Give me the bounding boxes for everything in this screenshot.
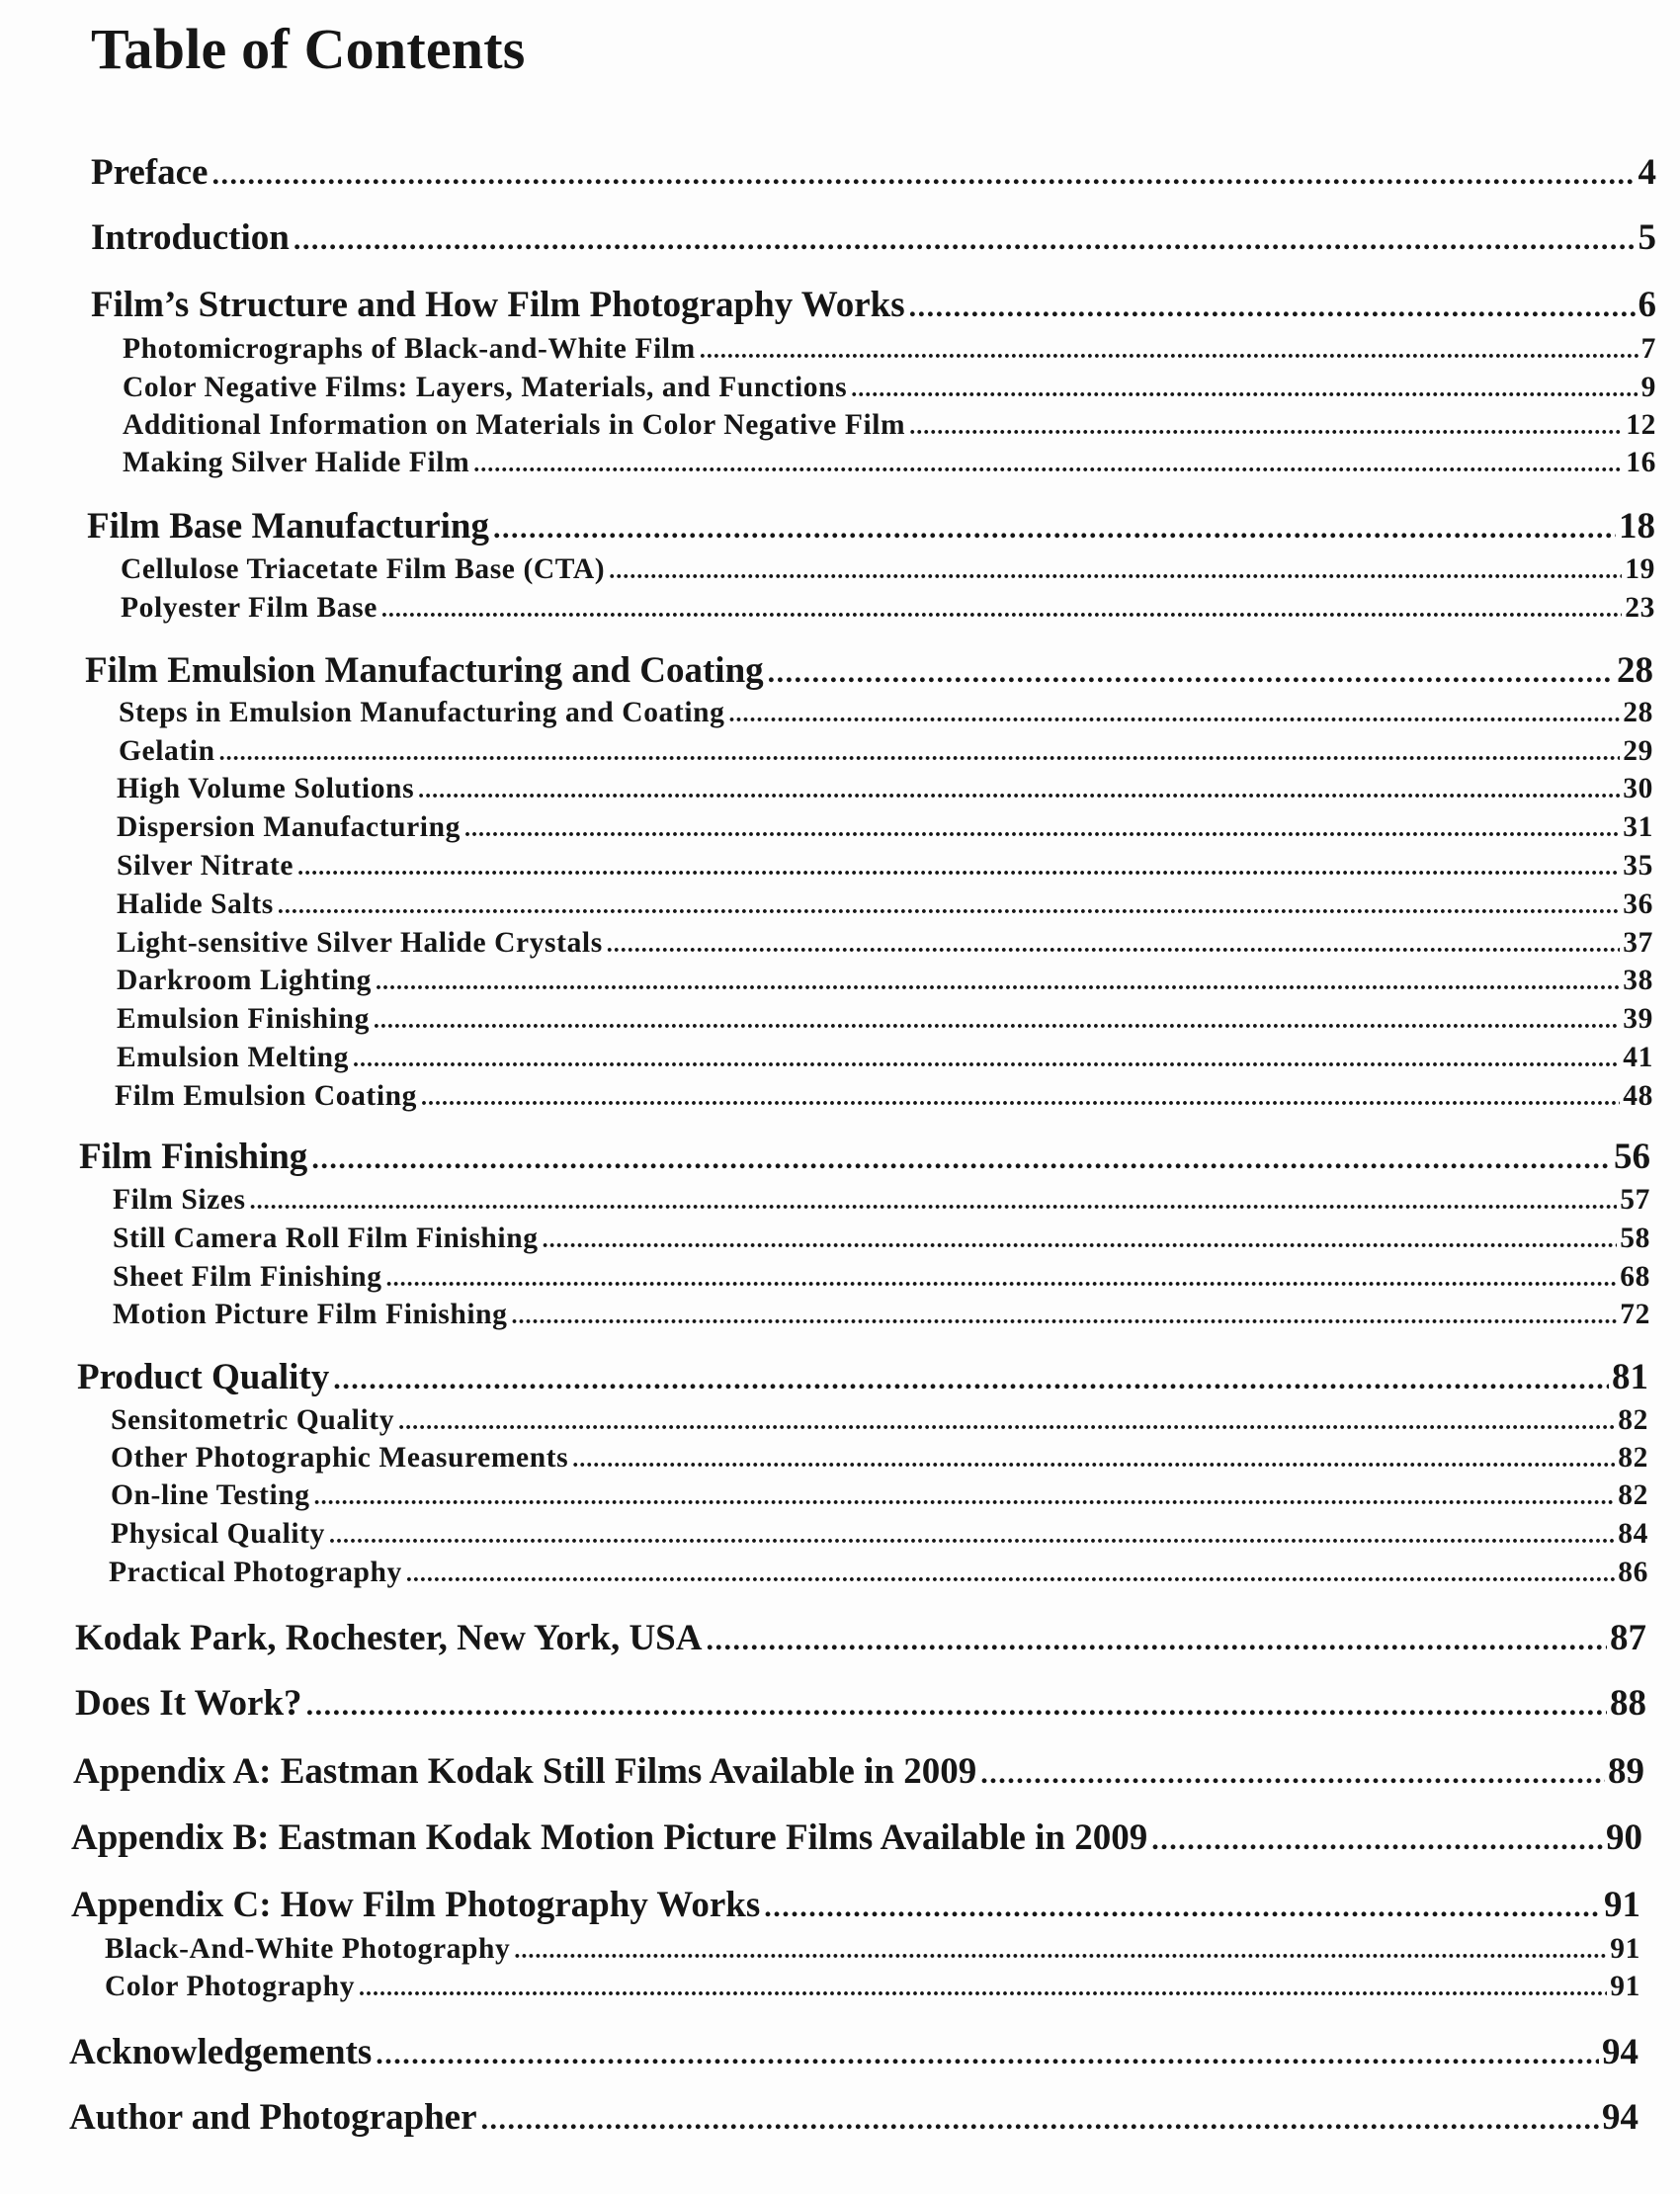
toc-page-number: 89 <box>1608 1751 1644 1792</box>
dot-leader <box>764 1885 1601 1930</box>
toc-entry-label: Steps in Emulsion Manufacturing and Coating <box>119 697 725 728</box>
toc-entry-label: Film Emulsion Manufacturing and Coating <box>85 650 764 691</box>
toc-page-number: 88 <box>1610 1683 1646 1724</box>
toc-page-number: 38 <box>1623 965 1653 996</box>
toc-entry-label: Kodak Park, Rochester, New York, USA <box>75 1618 703 1658</box>
toc-section-author-and-photographer[interactable] <box>69 2095 1638 2143</box>
toc-subsection-color-negative-films-layers-materials-and-functions[interactable] <box>123 369 1656 408</box>
toc-subsection-halide-salts[interactable] <box>117 886 1653 925</box>
toc-subsection-silver-nitrate[interactable] <box>117 847 1653 886</box>
toc-subsection-still-camera-roll-film-finishing[interactable] <box>113 1220 1650 1259</box>
toc-entry-label: Still Camera Roll Film Finishing <box>113 1223 539 1254</box>
dot-leader <box>481 2097 1599 2143</box>
toc-page-number: 91 <box>1610 1971 1640 2002</box>
toc-page-number: 36 <box>1623 888 1653 920</box>
toc-entry-label: Polyester Film Base <box>121 592 378 624</box>
dot-leader <box>512 1298 1618 1335</box>
toc-entry-label: High Volume Solutions <box>117 773 415 804</box>
dot-leader <box>909 408 1623 446</box>
toc-entry-label: Emulsion Melting <box>117 1042 349 1073</box>
toc-entry-label: Practical Photography <box>109 1557 402 1588</box>
toc-page-number: 94 <box>1602 2097 1638 2138</box>
toc-entry-label: Film Finishing <box>79 1137 308 1177</box>
toc-entry-label: Introduction <box>91 217 290 258</box>
toc-entry-label: Film’s Structure and How Film Photography Works <box>91 285 905 325</box>
toc-entry-label: Color Photography <box>105 1971 356 2002</box>
dot-leader <box>418 772 1620 809</box>
dot-leader <box>406 1556 1615 1593</box>
toc-page-number: 90 <box>1606 1817 1642 1858</box>
toc-page-number: 91 <box>1610 1933 1640 1965</box>
dot-leader <box>768 650 1614 696</box>
toc-section-appendix-a-eastman-kodak-still-films-available-in-2009[interactable] <box>73 1749 1644 1797</box>
dot-leader <box>374 1002 1620 1040</box>
toc-entry-label: Other Photographic Measurements <box>111 1442 569 1474</box>
toc-section-film-finishing[interactable] <box>79 1135 1650 1182</box>
toc-subsection-film-emulsion-coating[interactable] <box>115 1077 1653 1117</box>
toc-entry-label: Darkroom Lighting <box>117 965 372 996</box>
toc-entry-label: Color Negative Films: Layers, Materials, and Functions <box>123 372 848 403</box>
toc-entry-label: Appendix C: How Film Photography Works <box>71 1885 761 1925</box>
dot-leader <box>294 217 1636 263</box>
toc-page-number: 23 <box>1625 592 1655 624</box>
toc-page-number: 7 <box>1640 333 1656 365</box>
toc-page-number: 16 <box>1626 447 1656 478</box>
toc-entry-label: Sheet Film Finishing <box>113 1261 382 1293</box>
dot-leader <box>398 1403 1615 1441</box>
toc-page-number: 4 <box>1638 152 1656 193</box>
dot-leader <box>381 591 1622 629</box>
toc-entry-label: Cellulose Triacetate Film Base (CTA) <box>121 553 606 585</box>
toc-page-number: 12 <box>1626 409 1656 441</box>
toc-subsection-dispersion-manufacturing[interactable] <box>117 808 1653 848</box>
toc-entry-label: Gelatin <box>119 735 215 767</box>
toc-page-number: 57 <box>1620 1184 1650 1216</box>
toc-subsection-additional-information-on-materials-in-color-negative-film[interactable] <box>123 406 1656 446</box>
toc-page-number: 82 <box>1618 1442 1648 1474</box>
toc-entry-label: Acknowledgements <box>69 2032 373 2072</box>
toc-section-preface[interactable] <box>91 150 1656 198</box>
dot-leader <box>306 1683 1607 1729</box>
dot-leader <box>514 1932 1607 1970</box>
toc-entry-label: Motion Picture Film Finishing <box>113 1299 508 1330</box>
dot-leader <box>297 849 1620 886</box>
toc-subsection-light-sensitive-silver-halide-crystals[interactable] <box>117 924 1653 964</box>
dot-leader <box>311 1137 1611 1182</box>
toc-page-number: 31 <box>1623 811 1653 843</box>
toc-page-number: 28 <box>1623 697 1653 728</box>
toc-page-number: 9 <box>1640 372 1656 403</box>
toc-page-number: 5 <box>1638 217 1656 258</box>
toc-subsection-polyester-film-base[interactable] <box>121 589 1655 629</box>
dot-leader <box>543 1222 1618 1259</box>
toc-page-number: 87 <box>1610 1618 1646 1658</box>
toc-page-number: 37 <box>1623 927 1653 959</box>
toc-subsection-sheet-film-finishing[interactable] <box>113 1258 1650 1298</box>
dot-leader <box>359 1970 1607 2007</box>
toc-page-number: 82 <box>1618 1479 1648 1511</box>
toc-page-number: 86 <box>1618 1557 1648 1588</box>
dot-leader <box>1151 1817 1603 1863</box>
toc-page-number: 84 <box>1618 1518 1648 1550</box>
toc-subsection-motion-picture-film-finishing[interactable] <box>113 1296 1650 1335</box>
toc-page-number: 29 <box>1623 735 1653 767</box>
dot-leader <box>572 1441 1615 1478</box>
toc-subsection-other-photographic-measurements[interactable] <box>111 1439 1648 1478</box>
toc-subsection-darkroom-lighting[interactable] <box>117 962 1653 1001</box>
toc-subsection-cellulose-triacetate-film-base-cta[interactable] <box>121 550 1655 590</box>
dot-leader <box>493 506 1616 551</box>
dot-leader <box>473 446 1623 483</box>
toc-subsection-color-photography[interactable] <box>105 1968 1640 2007</box>
toc-entry-label: Film Base Manufacturing <box>87 506 489 547</box>
toc-section-does-it-work[interactable] <box>75 1681 1646 1729</box>
toc-page-number: 72 <box>1620 1299 1650 1330</box>
toc-page-number: 41 <box>1623 1042 1653 1073</box>
dot-leader <box>728 696 1620 733</box>
toc-subsection-steps-in-emulsion-manufacturing-and-coating[interactable] <box>119 694 1653 733</box>
toc-section-film-s-structure-and-how-film-photography-works[interactable] <box>91 283 1656 330</box>
dot-leader <box>376 2032 1599 2077</box>
dot-leader <box>609 552 1622 590</box>
toc-page-number: 19 <box>1625 553 1655 585</box>
dot-leader <box>250 1183 1618 1221</box>
dot-leader <box>211 152 1635 198</box>
toc-section-appendix-b-eastman-kodak-motion-picture-films-available-in-2009[interactable] <box>71 1815 1642 1863</box>
dot-leader <box>219 734 1621 772</box>
toc-section-introduction[interactable] <box>91 215 1656 263</box>
toc-page-number: 39 <box>1623 1003 1653 1035</box>
toc-entry-label: Film Emulsion Coating <box>115 1080 418 1112</box>
page-title: Table of Contents <box>91 17 526 81</box>
dot-leader <box>851 371 1638 408</box>
toc-page-number: 28 <box>1617 650 1653 691</box>
toc-entry-label: Emulsion Finishing <box>117 1003 370 1035</box>
toc-subsection-high-volume-solutions[interactable] <box>117 770 1653 809</box>
toc-subsection-making-silver-halide-film[interactable] <box>123 444 1656 483</box>
toc-entry-label: On-line Testing <box>111 1479 310 1511</box>
toc-entry-label: Halide Salts <box>117 888 274 920</box>
toc-subsection-film-sizes[interactable] <box>113 1181 1650 1221</box>
toc-entry-label: Photomicrographs of Black-and-White Film <box>123 333 696 365</box>
toc-entry-label: Preface <box>91 152 209 193</box>
toc-section-acknowledgements[interactable] <box>69 2030 1638 2077</box>
dot-leader <box>278 887 1620 925</box>
toc-page-number: 48 <box>1623 1080 1653 1112</box>
toc-entry-label: Physical Quality <box>111 1518 325 1550</box>
dot-leader <box>706 1618 1607 1663</box>
toc-entry-label: Appendix B: Eastman Kodak Motion Picture Films Available in 2009 <box>71 1817 1148 1858</box>
toc-page-number: 30 <box>1623 773 1653 804</box>
toc-section-film-emulsion-manufacturing-and-coating[interactable] <box>85 648 1653 696</box>
dot-leader <box>314 1478 1616 1516</box>
toc-subsection-on-line-testing[interactable] <box>111 1477 1648 1516</box>
toc-subsection-physical-quality[interactable] <box>111 1515 1648 1555</box>
dot-leader <box>464 810 1620 848</box>
toc-subsection-sensitometric-quality[interactable] <box>111 1401 1648 1441</box>
toc-page-number: 6 <box>1638 285 1656 325</box>
toc-entry-label: Black-And-White Photography <box>105 1933 511 1965</box>
toc-page-number: 81 <box>1612 1357 1648 1397</box>
dot-leader <box>353 1041 1620 1078</box>
dot-leader <box>607 926 1621 964</box>
toc-entry-label: Sensitometric Quality <box>111 1404 395 1436</box>
dot-leader <box>333 1357 1609 1402</box>
toc-entry-label: Dispersion Manufacturing <box>117 811 461 843</box>
dot-leader <box>909 285 1636 330</box>
toc-subsection-gelatin[interactable] <box>119 732 1653 772</box>
toc-subsection-emulsion-finishing[interactable] <box>117 1000 1653 1040</box>
dot-leader <box>421 1079 1620 1117</box>
toc-page-number: 35 <box>1623 850 1653 882</box>
toc-entry-label: Product Quality <box>77 1357 330 1397</box>
toc-page-number: 58 <box>1620 1223 1650 1254</box>
toc-section-kodak-park-rochester-new-york-usa[interactable] <box>75 1616 1646 1663</box>
toc-subsection-practical-photography[interactable] <box>109 1554 1648 1593</box>
toc-subsection-black-and-white-photography[interactable] <box>105 1930 1640 1970</box>
toc-page-number: 68 <box>1620 1261 1650 1293</box>
dot-leader <box>700 332 1638 370</box>
toc-entry-label: Silver Nitrate <box>117 850 294 882</box>
toc-page-number: 91 <box>1604 1885 1640 1925</box>
toc-page-number: 18 <box>1619 506 1655 547</box>
dot-leader <box>376 964 1620 1001</box>
toc-section-product-quality[interactable] <box>77 1355 1648 1402</box>
toc-page-number: 94 <box>1602 2032 1638 2072</box>
toc-page-number: 56 <box>1614 1137 1650 1177</box>
dot-leader <box>386 1260 1618 1298</box>
toc-subsection-photomicrographs-of-black-and-white-film[interactable] <box>123 330 1656 370</box>
toc-entry-label: Film Sizes <box>113 1184 246 1216</box>
toc-entry-label: Making Silver Halide Film <box>123 447 470 478</box>
toc-entry-label: Light-sensitive Silver Halide Crystals <box>117 927 603 959</box>
toc-entry-label: Author and Photographer <box>69 2097 477 2138</box>
toc-entry-label: Appendix A: Eastman Kodak Still Films Available in 2009 <box>73 1751 977 1792</box>
toc-subsection-emulsion-melting[interactable] <box>117 1039 1653 1078</box>
toc-entry-label: Additional Information on Materials in Color Negative Film <box>123 409 906 441</box>
toc-page-number: 82 <box>1618 1404 1648 1436</box>
toc-section-appendix-c-how-film-photography-works[interactable] <box>71 1883 1640 1930</box>
toc-section-film-base-manufacturing[interactable] <box>87 504 1655 551</box>
dot-leader <box>980 1751 1605 1797</box>
toc-entry-label: Does It Work? <box>75 1683 302 1724</box>
dot-leader <box>329 1517 1615 1555</box>
